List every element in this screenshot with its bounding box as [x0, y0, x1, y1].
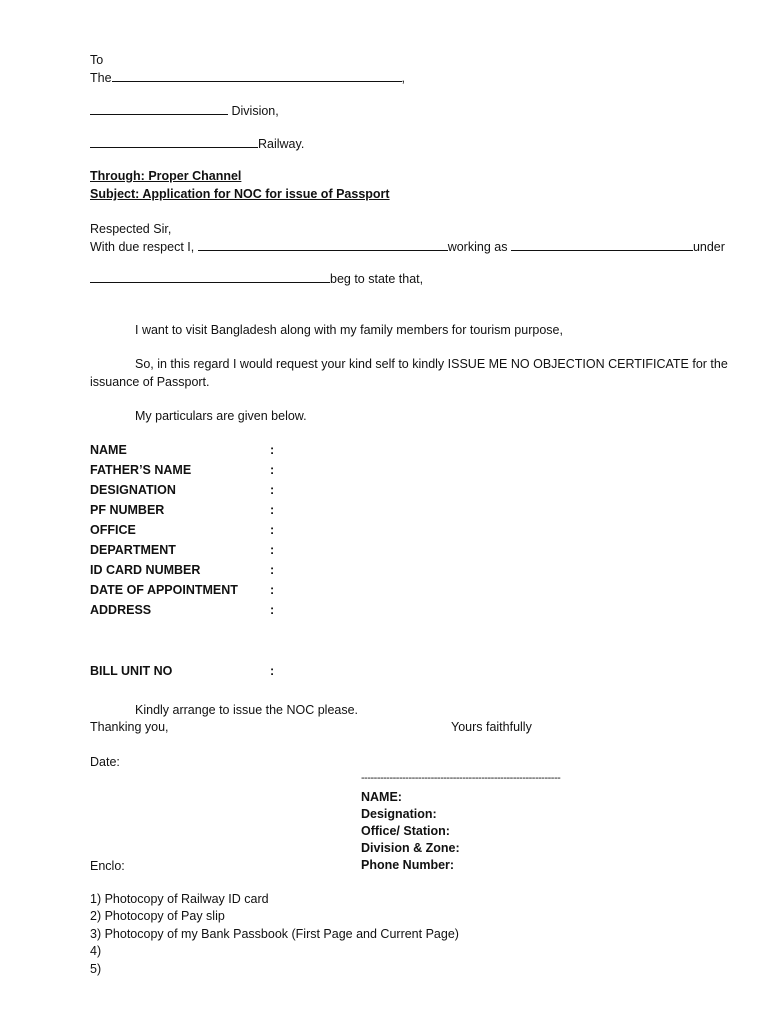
- enclosure-item: 4): [90, 944, 102, 958]
- particular-label: PF NUMBER: [90, 503, 165, 517]
- addressee-blank: [112, 70, 402, 82]
- enclosure-item: 3) Photocopy of my Bank Passbook (First Page and Current Page): [90, 927, 459, 941]
- to-label: To: [90, 53, 104, 67]
- salutation: Respected Sir,: [90, 222, 172, 236]
- particular-colon: :: [270, 483, 275, 497]
- intro-part1: With due respect I,: [90, 240, 195, 254]
- paragraph-2-line-2: issuance of Passport.: [90, 375, 210, 389]
- employee-name-blank: [198, 239, 448, 251]
- thanking-line: Thanking you,: [90, 720, 169, 734]
- particular-label: NAME: [90, 443, 127, 457]
- designation-blank: [511, 239, 693, 251]
- particular-colon: :: [270, 563, 275, 577]
- railway-label: Railway.: [258, 137, 305, 151]
- particular-label: FATHER’S NAME: [90, 463, 192, 477]
- railway-blank: [90, 136, 258, 148]
- signature-phone: Phone Number:: [361, 858, 455, 872]
- bill-unit-label: BILL UNIT NO: [90, 664, 173, 678]
- particular-label: DEPARTMENT: [90, 543, 176, 557]
- division-label: Division,: [231, 104, 279, 118]
- intro-line-2: [90, 271, 423, 287]
- signature-line: ---------------------------------------------------------------: [361, 772, 561, 784]
- particular-label: ADDRESS: [90, 603, 152, 617]
- through-line: Through: Proper Channel: [90, 169, 242, 183]
- intro-part4: beg to state that,: [330, 272, 424, 286]
- addressee-comma: ,: [401, 71, 406, 85]
- subject-line: Subject: Application for NOC for issue of Passport: [90, 187, 390, 201]
- paragraph-2-line-1: So, in this regard I would request your kind self to kindly ISSUE ME NO OBJECTION CERTIFICATE for the: [135, 357, 728, 371]
- intro-part3: under: [692, 240, 725, 254]
- yours-faithfully: Yours faithfully: [451, 720, 532, 734]
- office-blank: [90, 271, 330, 283]
- signature-name: NAME:: [361, 790, 402, 804]
- particular-label: ID CARD NUMBER: [90, 563, 201, 577]
- particular-colon: :: [270, 503, 275, 517]
- enclosure-item: 2) Photocopy of Pay slip: [90, 909, 225, 923]
- signature-division: Division & Zone:: [361, 841, 460, 855]
- signature-office: Office/ Station:: [361, 824, 450, 838]
- particular-colon: :: [270, 603, 275, 617]
- enclosure-item: 1) Photocopy of Railway ID card: [90, 892, 269, 906]
- particular-colon: :: [270, 523, 275, 537]
- date-label: Date:: [90, 755, 120, 769]
- enclosure-item: 5): [90, 962, 102, 976]
- the-label: The: [90, 71, 112, 85]
- particular-label: OFFICE: [90, 523, 136, 537]
- closing-line: Kindly arrange to issue the NOC please.: [135, 703, 359, 717]
- division-line: [90, 103, 279, 119]
- particular-colon: :: [270, 583, 275, 597]
- particular-label: DATE OF APPOINTMENT: [90, 583, 238, 597]
- signature-designation: Designation:: [361, 807, 437, 821]
- division-blank: [90, 103, 228, 115]
- railway-line: [90, 136, 304, 152]
- intro-part2: working as: [447, 240, 508, 254]
- particular-colon: :: [270, 543, 275, 557]
- particular-colon: :: [270, 443, 275, 457]
- addressee-line: [90, 70, 405, 86]
- paragraph-3: My particulars are given below.: [135, 409, 307, 423]
- paragraph-1: I want to visit Bangladesh along with my family members for tourism purpose,: [135, 323, 563, 337]
- bill-unit-colon: :: [270, 664, 275, 678]
- enclo-label: Enclo:: [90, 859, 125, 873]
- particular-label: DESIGNATION: [90, 483, 176, 497]
- intro-line: [90, 239, 725, 255]
- particular-colon: :: [270, 463, 275, 477]
